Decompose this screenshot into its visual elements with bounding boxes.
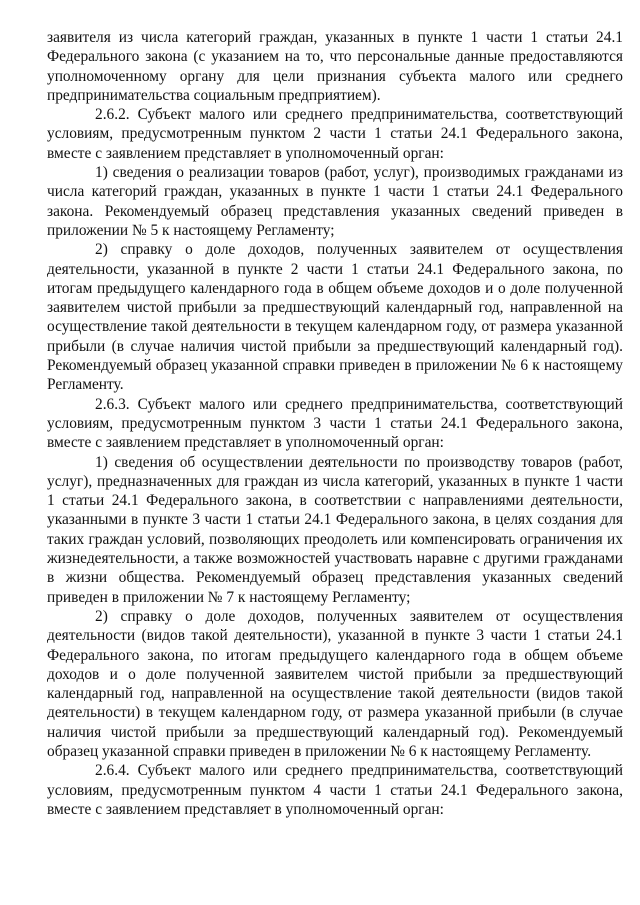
paragraph-2-6-3-item-2: 2) справку о доле доходов, полученных заявителем от осуществления деятельности (видов такой деятельности), указанной в пункте 3 части 1 статьи 24.1 Федерального закона, по итогам предыдущего календарного года в общем объеме доходов и о доле полученной заявителем чистой прибыли за предшествующий календарный год, направленной на осуществление такой деятельности (видов такой деятельности) в текущем календарном году, от размера указанной прибыли (в случае наличия чистой прибыли за предшествующий календарный год). Рекомендуемый образец указанной справки приведен в приложении № 6 к настоящему Регламенту.: [47, 607, 623, 760]
paragraph-2-6-2: 2.6.2. Субъект малого или среднего предпринимательства, соответствующий условиям, предусмотренным пунктом 2 части 1 статьи 24.1 Федерального закона, вместе с заявлением представляет в уполномоченный орган:: [47, 106, 623, 162]
paragraph-2-6-4: 2.6.4. Субъект малого или среднего предпринимательства, соответствующий условиям, предусмотренным пунктом 4 части 1 статьи 24.1 Федерального закона, вместе с заявлением представляет в уполномоченный орган:: [47, 762, 623, 818]
paragraph-2-6-2-item-2: 2) справку о доле доходов, полученных заявителем от осуществления деятельности, указанной в пункте 2 части 1 статьи 24.1 Федерального закона, по итогам предыдущего календарного года в общем объеме доходов и о доле полученной заявителем чистой прибыли за предшествующий календарный год, направленной на осуществление такой деятельности в текущем календарном году, от размера указанной прибыли (в случае наличия чистой прибыли за предшествующий календарный год). Рекомендуемый образец указанной справки приведен в приложении № 6 к настоящему Регламенту.: [47, 241, 623, 394]
paragraph-2-6-2-item-1: 1) сведения о реализации товаров (работ, услуг), производимых гражданами из числа категорий граждан, указанных в пункте 1 части 1 статьи 24.1 Федерального закона. Рекомендуемый образец представления указанных сведений приведен в приложении № 5 к настоящему Регламенту;: [47, 164, 623, 239]
document-page: [47, 28, 623, 819]
paragraph-continuation: заявителя из числа категорий граждан, указанных в пункте 1 части 1 статьи 24.1 Федерального закона (с указанием на то, что персональные данные предоставляются уполномоченному органу для цели признания субъекта малого или среднего предпринимательства социальным предприятием).: [47, 29, 623, 104]
paragraph-2-6-3-item-1: 1) сведения об осуществлении деятельности по производству товаров (работ, услуг), предназначенных для граждан из числа категорий, указанных в пункте 1 части 1 статьи 24.1 Федерального закона, в соответствии с направлениями деятельности, указанными в пункте 3 части 1 статьи 24.1 Федерального закона, в целях создания для таких граждан условий, позволяющих преодолеть или компенсировать ограничения их жизнедеятельности, а также возможностей участвовать наравне с другими гражданами в жизни общества. Рекомендуемый образец представления указанных сведений приведен в приложении № 7 к настоящему Регламенту;: [47, 453, 623, 606]
paragraph-2-6-3: 2.6.3. Субъект малого или среднего предпринимательства, соответствующий условиям, предусмотренным пунктом 3 части 1 статьи 24.1 Федерального закона, вместе с заявлением представляет в уполномоченный орган:: [47, 395, 623, 452]
